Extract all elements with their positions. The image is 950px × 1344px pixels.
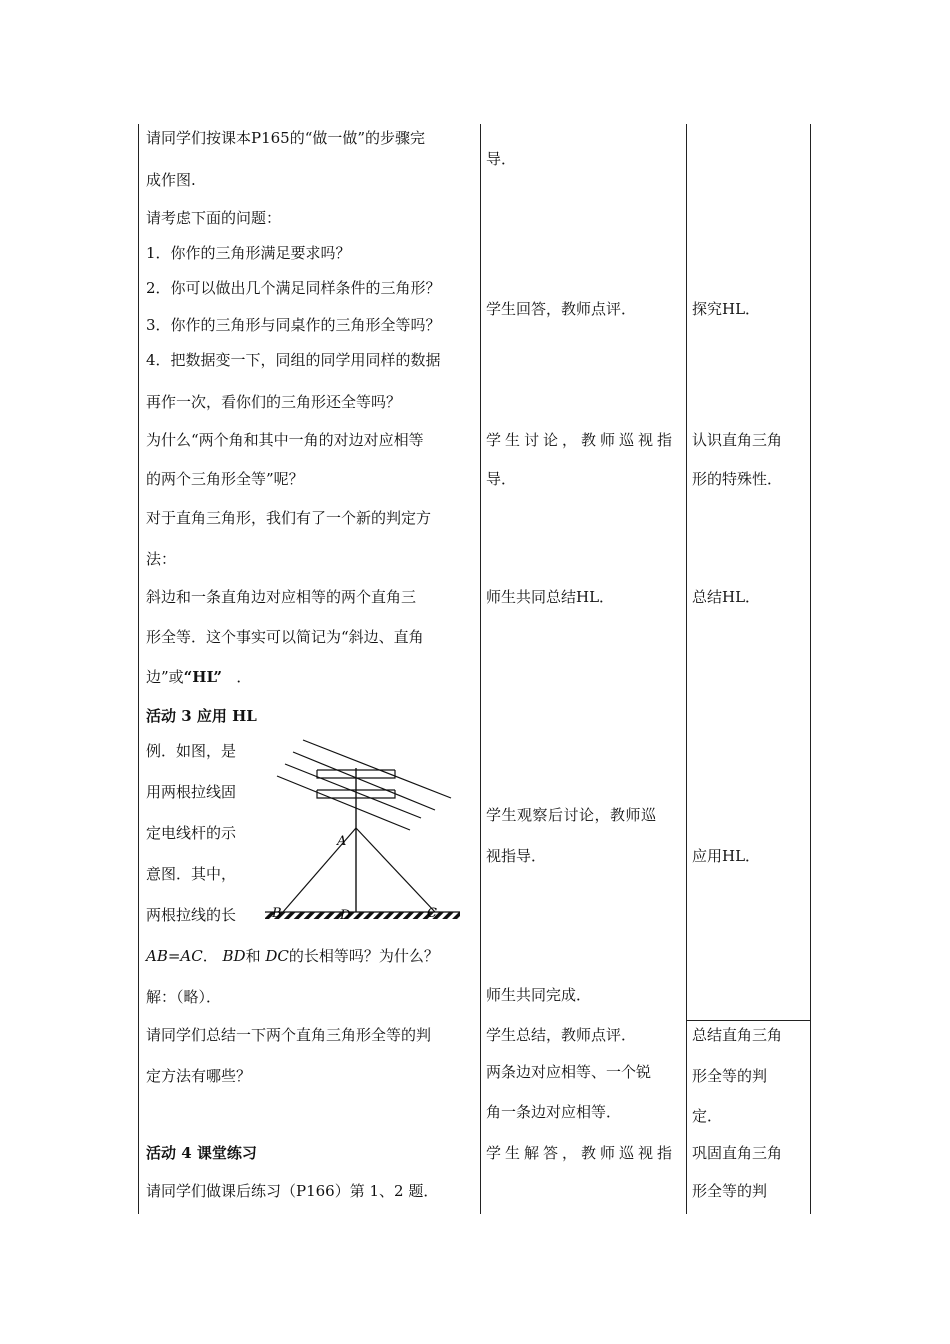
example-line-6 (146, 946, 439, 966)
col2-cell-7-line-2: 两条边对应相等、一个锐 (486, 1063, 652, 1081)
pole-figure (255, 730, 470, 930)
col2-cell-4: 师生共同总结HL． (486, 588, 615, 606)
wire-ac (356, 828, 435, 912)
question-2: 2．你可以做出几个满足同样条件的三角形？ (146, 279, 441, 297)
hl-abbrev: “HL” (183, 668, 223, 686)
hl-text-c: ． (236, 668, 252, 686)
col3-cell-8-line-2: 形全等的判 (692, 1182, 768, 1200)
col2-cell-6: 师生共同完成． (486, 986, 592, 1004)
col3-cell-8-line-1: 巩固直角三角 (692, 1144, 783, 1162)
why-line-2: 的两个三角形全等”呢？ (146, 470, 304, 488)
col2-cell-2: 学生回答，教师点评． (486, 300, 637, 318)
col2-cell-7-line-1: 学生总结，教师点评． (486, 1026, 637, 1044)
example-line-5: 两根拉线的长 (146, 906, 237, 924)
hl-statement-line-2: 形全等．这个事实可以简记为“斜边、直角 (146, 628, 424, 646)
and: 和 (245, 947, 261, 965)
col3-cell-4: 总结HL． (692, 588, 761, 606)
new-method-line-2: 法： (146, 550, 177, 568)
table-divider-1 (480, 124, 481, 1214)
activity-3-title: 活动 3 应用 HL (146, 707, 257, 725)
why-line-1: 为什么“两个角和其中一角的对边对应相等 (146, 431, 424, 449)
table-border-left (138, 124, 139, 1214)
question-4-line-1: 4．把数据变一下，同组的同学用同样的数据 (146, 351, 441, 369)
instruction-line-2: 成作图. (146, 171, 196, 189)
hl-statement-line-1: 斜边和一条直角边对应相等的两个直角三 (146, 588, 417, 606)
question-1: 1．你作的三角形满足要求吗？ (146, 244, 351, 262)
antenna-line-3 (285, 764, 421, 818)
table-border-right (810, 124, 811, 1214)
antenna-line-4 (277, 776, 410, 830)
antenna-line-1 (303, 740, 451, 798)
questions-intro: 请考虑下面的问题： (146, 209, 282, 227)
question-4-line-2: 再作一次，看你们的三角形还全等吗？ (146, 393, 402, 411)
col3-cell-2: 探究HL． (692, 300, 761, 318)
activity-4-line-1: 请同学们做课后练习（P166）第 1、2 题． (146, 1182, 439, 1200)
row-divider (686, 1020, 810, 1021)
col3-cell-7-line-3: 定． (692, 1107, 723, 1125)
col2-cell-5-line-2: 视指导． (486, 847, 547, 865)
col2-cell-7-line-3: 角一条边对应相等． (486, 1103, 622, 1121)
label-a: A (337, 834, 347, 849)
question: 的长相等吗？为什么？ (288, 947, 439, 965)
col2-cell-1: 导． (486, 150, 517, 168)
period: ． (202, 947, 218, 965)
col2-cell-3-line-2: 导． (486, 470, 517, 488)
solution: 解：（略）． (146, 988, 222, 1006)
col3-cell-3-line-1: 认识直角三角 (692, 431, 783, 449)
col2-cell-3-line-1: 学生讨论，教师巡视指 (486, 431, 677, 449)
ab-ac: AB=AC (146, 947, 203, 965)
hl-statement-line-3 (146, 667, 251, 687)
new-method-line-1: 对于直角三角形，我们有了一个新的判定方 (146, 509, 432, 527)
col3-cell-5: 应用HL． (692, 847, 761, 865)
example-line-3: 定电线杆的示 (146, 824, 237, 842)
label-d: D (340, 908, 351, 923)
instruction-line-1: 请同学们按课本P165的“做一做”的步骤完 (146, 129, 426, 147)
label-b: B (272, 906, 282, 921)
col3-cell-7-line-1: 总结直角三角 (692, 1026, 783, 1044)
col3-cell-3-line-2: 形的特殊性． (692, 470, 783, 488)
dc: DC (265, 947, 289, 965)
example-line-1: 例．如图，是 (146, 742, 237, 760)
question-3: 3．你作的三角形与同桌作的三角形全等吗？ (146, 316, 441, 334)
table-divider-2 (686, 124, 687, 1214)
example-line-2: 用两根拉线固 (146, 783, 237, 801)
col2-cell-8: 学生解答，教师巡视指 (486, 1144, 677, 1162)
hl-text-a: 边”或 (146, 668, 184, 686)
example-line-4: 意图．其中， (146, 865, 237, 883)
antenna-line-2 (293, 752, 435, 810)
summary-line-2: 定方法有哪些？ (146, 1067, 252, 1085)
col2-cell-5-line-1: 学生观察后讨论，教师巡 (486, 806, 657, 824)
col3-cell-7-line-2: 形全等的判 (692, 1067, 768, 1085)
summary-line-1: 请同学们总结一下两个直角三角形全等的判 (146, 1026, 432, 1044)
activity-4-title: 活动 4 课堂练习 (146, 1144, 257, 1162)
label-c: C (427, 906, 437, 921)
bd: BD (222, 947, 246, 965)
